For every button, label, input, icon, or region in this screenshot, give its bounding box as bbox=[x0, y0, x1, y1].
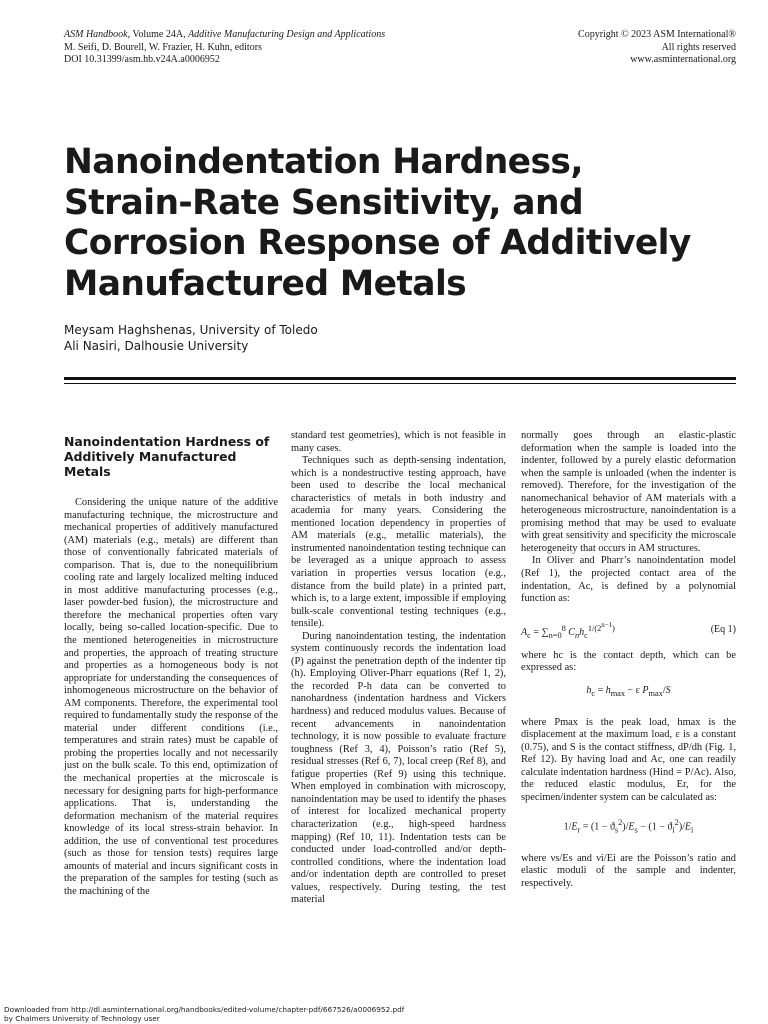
footer-line: by Chalmers University of Technology user bbox=[4, 1014, 160, 1023]
copyright-line: Copyright © 2023 ASM International® bbox=[578, 29, 736, 40]
paragraph: In Oliver and Pharr’s nanoindentation model (Ref 1), the projected contact area of the indentation, Ac, is defined by a polynomial function as: bbox=[521, 555, 736, 605]
paragraph: During nanoindentation testing, the indentation system continuously records the indentation load (P) against the penetration depth of the indenter tip (h). Employing Oliver-Pharr equations (Ref 1, 2), the recorded P-h data can be converted to nanohardness (indentation hardness and Vickers hardness) and reduced modulus values. Because of recent advancements in nanoindentation technology, it is now possible to evaluate fracture toughness (Ref 3, 4), Poisson’s ratio (Ref 5), residual stresses (Ref 6, 7), local creep (Ref 8), and fatigue properties (Ref 9) using this technique. When employed in combination with microscopy, nanoindentation may be used to identify the phases of interest for localized mechanical property characterization (e.g., high-speed hardness mapping) (Ref 10, 11). Indentation tests can be conducted under load-controlled and/or depth-controlled conditions, where the indentation load and/or indentation depth are controlled to preset values, respectively. During testing, the test material bbox=[291, 630, 506, 906]
paragraph: Considering the unique nature of the additive manufacturing technique, the microstructure and mechanical properties of additively manufactured (AM) materials (e.g., metals) are different than those of conventionally fabricated materials of comparison. That is, due to the nonequilibrium cooling rate and largely localized melting induced in most additive manufacturing processes (e.g., laser powder-bed fusion), the microstructure and therefore the mechanical properties often vary locally, being so-called location-specific. Due to the mentioned heterogeneities in microstructure and properties, the approach of treating structure and properties as a homogeneous body is not appropriate for understanding the consequences of inhomogeneous microstructure on the behavior of AM components. Therefore, the experimental tool required to fundamentally study the response of the material under different conditions (i.e., temperatures and strain rates) must be capable of probing the properties locally and not necessarily just on the bulk scale. To this end, optimization of the mechanical properties at the microscale is necessary for designing parts for high-performance applications. That is, understanding the deformation mechanism of the material requires knowledge of its local stress-strain behavior. In addition, the use of conventional test procedures (such as those for tension tests) requires large amounts of material and incurs significant costs in the preparation of the samples for testing (such as the machining of the bbox=[64, 497, 278, 897]
running-header-left bbox=[64, 29, 385, 67]
author: Ali Nasiri, Dalhousie University bbox=[64, 338, 249, 353]
rights-line: All rights reserved bbox=[661, 41, 736, 53]
footer-line: Downloaded from http://dl.asminternational.org/handbooks/edited-volume/chapter-pdf/667526/a0006952.pdf bbox=[4, 1005, 405, 1014]
paragraph: where νs/Es and νi/Ei are the Poisson’s ratio and elastic moduli of the sample and indenter, respectively. bbox=[521, 852, 736, 889]
column-3 bbox=[521, 430, 736, 890]
equation-reduced-modulus: $1/E_r = (1 - ϑ_s^2)/E_s - (1 - ϑ_i^2)/E_i$ bbox=[563, 817, 694, 834]
equation-1 bbox=[521, 616, 736, 646]
paragraph: standard test geometries), which is not feasible in many cases. bbox=[291, 430, 506, 454]
section-heading: Nanoindentation Hardness of Additively Manufactured Metals bbox=[64, 434, 270, 479]
author: Meysam Haghshenas, University of Toledo bbox=[64, 323, 318, 337]
title-line: Corrosion Response of Additively bbox=[64, 223, 691, 263]
paragraph: normally goes through an elastic-plastic deformation when the sample is loaded into the indenter, followed by a purely elastic deformation when the sample is unloaded (when the indenter is removed). Therefore, for the investigation of the nanomechanical behavior of AM materials with a heterogeneous microstructure, nanoindentation is a promising method that may be used to evaluate with great sensitivity and specificity the microscale heterogeneity that occurs in AM structures. bbox=[521, 430, 736, 554]
paragraph: where Pmax is the peak load, hmax is the displacement at the maximum load, ε is a constant (0.75), and S is the contact stiffness, dP/dh (Fig. 1, Ref 12). By having load and Ac, one can readily calculate indentation hardness (Hind = P/Ac). Also, the reduced elastic modulus, Er, for the specimen/indenter system can be calculated as: bbox=[521, 716, 736, 804]
download-footer bbox=[4, 1005, 404, 1023]
website-line: www.asminternational.org bbox=[630, 54, 736, 65]
title-line: Nanoindentation Hardness, bbox=[64, 142, 583, 182]
equation-1-label: (Eq 1) bbox=[710, 624, 736, 636]
column-2 bbox=[291, 430, 506, 907]
handbook-line: ASM Handbook, Volume 24A, Additive Manufacturing Design and Applications bbox=[64, 29, 386, 40]
title-line: Strain-Rate Sensitivity, and bbox=[64, 182, 584, 223]
equation-contact-depth: $h_c = h_{max} - \varepsilon$ $P_{max}/S$ bbox=[586, 684, 671, 698]
title-rule-thin bbox=[64, 383, 736, 384]
doi-line: DOI 10.31399/asm.hb.v24A.a0006952 bbox=[64, 54, 220, 65]
equation-1-body: $A_c = \sum_{n=0}^8$ $C_nh_c^{1/(2^{n-1})}$ bbox=[521, 620, 615, 640]
title-rule-thick bbox=[64, 377, 736, 380]
running-header-right bbox=[578, 29, 736, 67]
editors-line: M. Seifi, D. Bourell, W. Frazier, H. Kuhn, editors bbox=[64, 41, 262, 53]
paragraph: Techniques such as depth-sensing indentation, which is a nondestructive testing approach, have been used to describe the local mechanical characteristics of metals in both industry and academia for many years. Considering the mentioned location dependency in properties of AM materials (e.g., metallic materials), the instrumented nanoindentation testing technique can be leveraged as a unique approach to assess variation in properties versus location (e.g., distance from the build plate) in a printed part, which is, to a large extent, impossible if employing bulk-scale conventional testing techniques (e.g., tensile). bbox=[291, 455, 506, 630]
paragraph: where hc is the contact depth, which can be expressed as: bbox=[521, 649, 736, 674]
article-title bbox=[64, 142, 724, 304]
column-1 bbox=[64, 430, 278, 899]
author-list bbox=[64, 323, 318, 354]
title-line: Manufactured Metals bbox=[64, 263, 467, 304]
